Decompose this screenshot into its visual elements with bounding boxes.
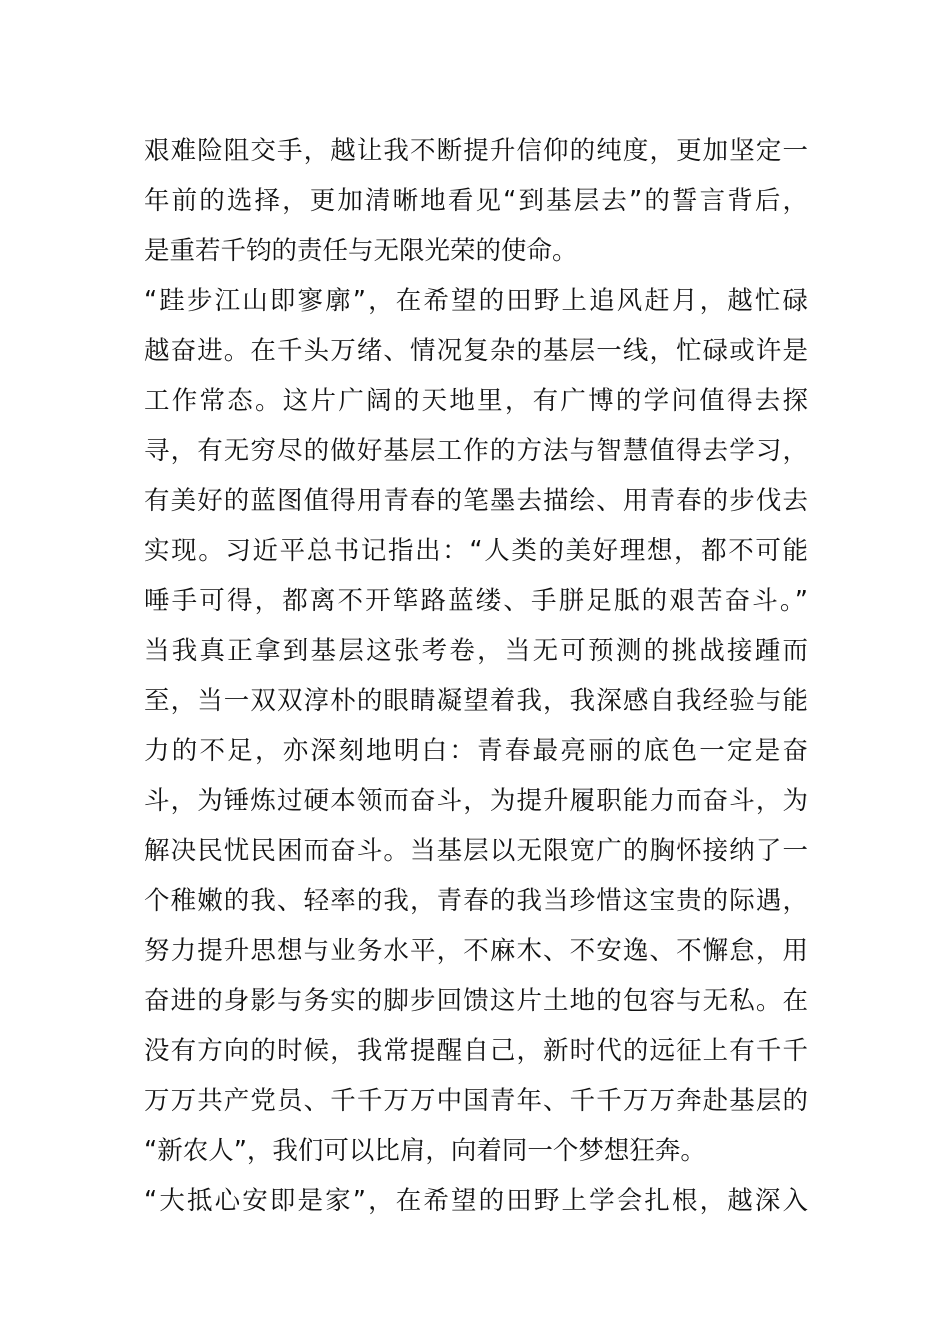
text-line: 有美好的蓝图值得用青春的笔墨去描绘、用青春的步伐去 xyxy=(144,486,808,516)
text-line: 努力提升思想与业务水平，不麻木、不安逸、不懈怠，用 xyxy=(144,936,808,966)
text-line: 斗，为锤炼过硬本领而奋斗，为提升履职能力而奋斗，为 xyxy=(144,786,808,816)
text-line: 越奋进。在千头万绪、情况复杂的基层一线，忙碌或许是 xyxy=(144,336,808,366)
text-line: 工作常态。这片广阔的天地里，有广博的学问值得去探 xyxy=(144,386,808,416)
text-line: 至，当一双双淳朴的眼睛凝望着我，我深感自我经验与能 xyxy=(144,686,808,716)
text-line: 寻，有无穷尽的做好基层工作的方法与智慧值得去学习， xyxy=(144,436,808,466)
text-line: 年前的选择，更加清晰地看见“到基层去”的誓言背后， xyxy=(144,186,808,216)
text-line: “跬步江山即寥廓”，在希望的田野上追风赶月，越忙碌 xyxy=(144,286,808,316)
text-line: 艰难险阻交手，越让我不断提升信仰的纯度，更加坚定一 xyxy=(144,136,808,166)
text-line: 当我真正拿到基层这张考卷，当无可预测的挑战接踵而 xyxy=(144,636,808,666)
text-line: 解决民忧民困而奋斗。当基层以无限宽广的胸怀接纳了一 xyxy=(144,836,808,866)
text-line: 个稚嫩的我、轻率的我，青春的我当珍惜这宝贵的际遇， xyxy=(144,886,808,916)
text-line: 没有方向的时候，我常提醒自己，新时代的远征上有千千 xyxy=(144,1036,808,1066)
text-line: “大抵心安即是家”，在希望的田野上学会扎根，越深入 xyxy=(144,1186,808,1216)
body-text xyxy=(144,126,808,1226)
text-line: 万万共产党员、千千万万中国青年、千千万万奔赴基层的 xyxy=(144,1086,808,1116)
text-line: 奋进的身影与务实的脚步回馈这片土地的包容与无私。在 xyxy=(144,986,808,1016)
text-line: 唾手可得，都离不开筚路蓝缕、手胼足胝的艰苦奋斗。” xyxy=(144,586,808,616)
text-line: “新农人”，我们可以比肩，向着同一个梦想狂奔。 xyxy=(144,1136,706,1166)
text-line: 实现。习近平总书记指出：“人类的美好理想，都不可能 xyxy=(144,536,808,566)
text-line: 是重若千钧的责任与无限光荣的使命。 xyxy=(144,236,578,266)
text-line: 力的不足，亦深刻地明白：青春最亮丽的底色一定是奋 xyxy=(144,736,808,766)
